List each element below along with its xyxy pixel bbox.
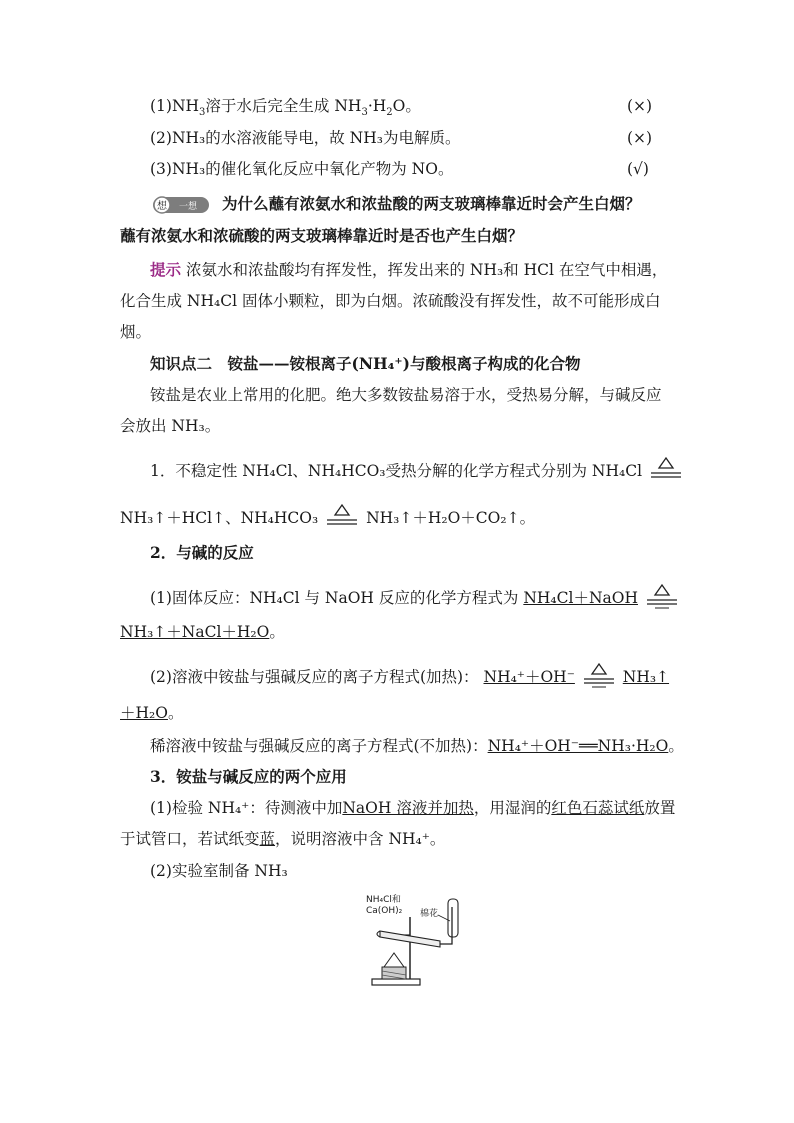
judgment-1: $(1)NH_3$溶于水后完全生成 $NH_3\cdot H_2O$。 (150, 97, 421, 119)
think-question: 想 一想 为什么蘸有浓氨水和浓盐酸的两支玻璃棒靠近时会产生白烟？ (152, 194, 641, 215)
item1-line2: NH₃↑＋HCl↑、NH₄HCO₃ NH₃↑＋H₂O＋CO₂↑。 (120, 503, 535, 529)
label-reagent-2: Ca(OH)₂ (366, 906, 403, 916)
heat-arrow-icon (647, 583, 677, 609)
item2-solid-line2: NH₃↑＋NaCl＋H₂O。 (120, 623, 285, 641)
think-question-line2: 蘸有浓氨水和浓硫酸的两支玻璃棒靠近时是否也产生白烟？ (120, 226, 524, 245)
heat-arrow-icon (651, 456, 681, 482)
hint-line3: 烟。 (120, 323, 152, 341)
judgment-1-mark: (×) (627, 97, 653, 115)
think-badge-icon (152, 195, 210, 215)
svg-text:想: 想 (157, 201, 167, 212)
ammonia-apparatus-figure (360, 895, 470, 987)
answer-blank: NH₄⁺＋OH⁻ (483, 668, 575, 686)
item2-dilute: 稀溶液中铵盐与强碱反应的离子方程式(不加热)：NH₄⁺＋OH⁻══NH₃·H₂O。 (150, 737, 684, 755)
answer-blank: ＋H₂O (120, 704, 168, 722)
hint-line2: 化合生成 NH₄Cl 固体小颗粒，即为白烟。浓硫酸没有挥发性，故不可能形成白 (120, 292, 661, 310)
judgment-2-mark: (×) (627, 129, 653, 147)
answer-blank: NH₃↑ (622, 668, 670, 686)
svg-text:一想: 一想 (178, 202, 198, 212)
answer-blank: 蓝 (259, 830, 276, 848)
section-intro-1: 铵盐是农业上常用的化肥。绝大多数铵盐易溶于水，受热易分解，与碱反应 (150, 386, 662, 404)
item2-solution-line1: (2)溶液中铵盐与强碱反应的离子方程式(加热)： NH₄⁺＋OH⁻ NH₃↑ (150, 662, 669, 688)
label-reagent-1: NH₄Cl和 (366, 895, 401, 905)
answer-blank: 红色石蕊试纸 (551, 799, 645, 817)
answer-blank: NH₄⁺＋OH⁻══NH₃·H₂O (487, 737, 669, 755)
item3-prep: (2)实验室制备 NH₃ (150, 862, 288, 880)
item3-test-line1: (1)检验 NH₄⁺：待测液中加NaOH 溶液并加热，用湿润的红色石蕊试纸放置 (150, 799, 676, 817)
item3-test-line2: 于试管口，若试纸变蓝，说明溶液中含 NH₄⁺。 (120, 830, 446, 848)
item1-line1: 1．不稳定性 NH₄Cl、NH₄HCO₃受热分解的化学方程式分别为 NH₄Cl (150, 456, 685, 482)
section-title: 知识点二 铵盐——铵根离子(NH₄⁺)与酸根离子构成的化合物 (150, 354, 581, 373)
judgment-3: (3)NH₃的催化氧化反应中氧化产物为 NO。 (150, 160, 454, 178)
label-cotton: 棉花 (420, 909, 439, 919)
section-intro-2: 会放出 NH₃。 (120, 417, 221, 435)
heat-arrow-icon (327, 503, 357, 529)
item2-title: 2．与碱的反应 (150, 543, 254, 562)
answer-blank: NaOH 溶液并加热 (342, 799, 474, 817)
apparatus-drawing (360, 895, 470, 987)
judgment-3-mark: (√) (627, 160, 649, 178)
item2-solution-line2: ＋H₂O。 (120, 704, 184, 722)
answer-blank: NH₄Cl＋NaOH (523, 589, 638, 607)
hint-label: 提示 (150, 260, 182, 279)
item3-title: 3．铵盐与碱反应的两个应用 (150, 767, 347, 786)
item2-solid-line1: (1)固体反应：NH₄Cl 与 NaOH 反应的化学方程式为 NH₄Cl＋NaOH (150, 583, 681, 609)
judgment-2: (2)NH₃的水溶液能导电，故 NH₃为电解质。 (150, 129, 461, 147)
heat-arrow-icon (584, 662, 614, 688)
answer-blank: NH₃↑＋NaCl＋H₂O (120, 623, 270, 641)
hint-line1: 提示 浓氨水和浓盐酸均有挥发性，挥发出来的 NH₃和 HCl 在空气中相遇， (150, 260, 668, 279)
